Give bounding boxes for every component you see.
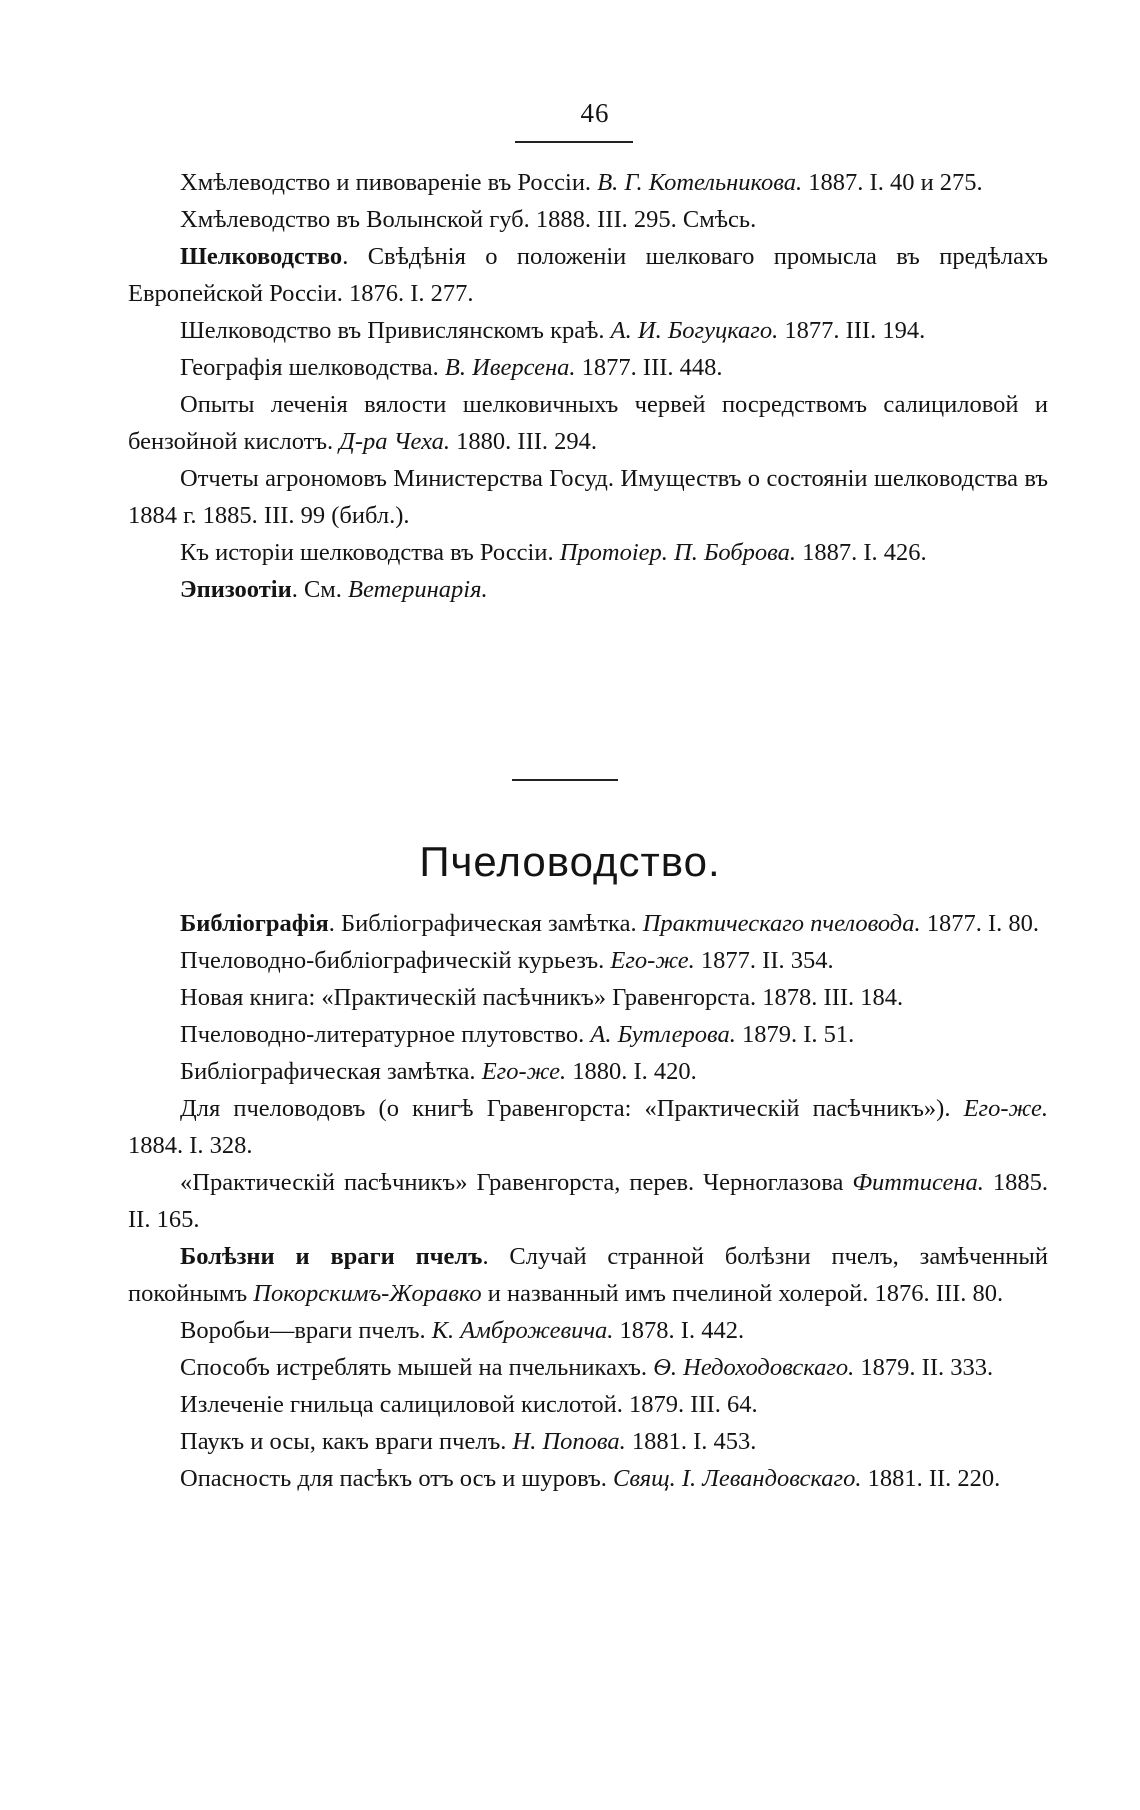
bibliography-entry bbox=[128, 905, 1048, 942]
bibliography-entry bbox=[128, 386, 1048, 460]
entry-text: Хмѣлеводство и пивовареніе въ Россіи. bbox=[180, 169, 598, 196]
entry-author: В. Г. Котельникова. bbox=[597, 169, 803, 196]
entry-text: 1884. I. 328. bbox=[128, 1132, 253, 1159]
bibliography-entry bbox=[128, 1164, 1048, 1238]
entry-text: . Случай странной болѣзни пчелъ, замѣченный покойнымъ bbox=[128, 1243, 1048, 1307]
entry-text: 1877. III. 194. bbox=[778, 317, 926, 344]
entry-text: Отчеты агрономовъ Министерства Госуд. Имуществъ о состояніи шелководства въ 1884 г. 1885. III. 99 (библ.). bbox=[128, 465, 1048, 529]
entry-author: В. Иверсена. bbox=[444, 354, 576, 381]
entry-author: Ѳ. Недоходовскаго. bbox=[653, 1354, 855, 1381]
entry-text: . См. bbox=[291, 576, 349, 603]
bibliography-entry bbox=[128, 201, 1048, 238]
bibliography-entry bbox=[128, 1460, 1048, 1497]
entry-author: Его-же. bbox=[481, 1058, 567, 1085]
entry-text: Для пчеловодовъ (о книгѣ Гравенгорста: «Практическій пасѣчникъ»). bbox=[180, 1095, 964, 1122]
entry-author: А. И. Богуцкаго. bbox=[610, 317, 779, 344]
entries-bottom bbox=[128, 905, 1048, 1497]
entry-text: и названный имъ пчелиной холерой. 1876. III. 80. bbox=[481, 1280, 1004, 1307]
entry-text: Пчеловодно-библіографическій курьезъ. bbox=[180, 947, 611, 974]
entry-author: Свящ. I. Левандовскаго. bbox=[613, 1465, 862, 1492]
section-divider bbox=[512, 779, 618, 781]
bibliography-entry bbox=[128, 534, 1048, 571]
entry-text: «Практическій пасѣчникъ» Гравенгорста, перев. Черноглазова bbox=[180, 1169, 853, 1196]
entry-author: Д-ра Чеха. bbox=[339, 428, 451, 455]
entry-text: 1881. I. 453. bbox=[625, 1428, 757, 1455]
entry-author: Ветеринарія. bbox=[348, 576, 488, 603]
bibliography-entry bbox=[128, 460, 1048, 534]
entry-text: . Библіографическая замѣтка. bbox=[328, 910, 643, 937]
bibliography-entry bbox=[128, 1016, 1048, 1053]
bibliography-entry bbox=[128, 942, 1048, 979]
bibliography-entry bbox=[128, 1386, 1048, 1423]
entry-author: Его-же. bbox=[610, 947, 695, 974]
entry-text: Способъ истреблять мышей на пчельникахъ. bbox=[180, 1354, 654, 1381]
entry-text: . Свѣдѣнія о положеніи шелковаго промысла въ предѣлахъ Европейской Россіи. 1876. I. 277. bbox=[128, 243, 1048, 307]
bibliography-entry bbox=[128, 1312, 1048, 1349]
entry-author: Практическаго пчеловода. bbox=[642, 910, 921, 937]
entry-heading: Болѣзни и враги пчелъ bbox=[180, 1243, 483, 1270]
entry-text: 1879. II. 333. bbox=[854, 1354, 994, 1381]
entries-top bbox=[128, 164, 1048, 608]
entry-text: Пчеловодно-литературное плутовство. bbox=[180, 1021, 591, 1048]
bibliography-entry bbox=[128, 1090, 1048, 1164]
entry-text: Шелководство въ Привислянскомъ краѣ. bbox=[180, 317, 611, 344]
entry-text: Паукъ и осы, какъ враги пчелъ. bbox=[180, 1428, 513, 1455]
entry-text: Библіографическая замѣтка. bbox=[180, 1058, 482, 1085]
bibliography-entry bbox=[128, 1423, 1048, 1460]
entry-text: Къ исторіи шелководства въ Россіи. bbox=[180, 539, 560, 566]
bibliography-entry bbox=[128, 238, 1048, 312]
entry-text: Излеченіе гнильца салициловой кислотой. 1879. III. 64. bbox=[180, 1391, 758, 1418]
entry-text: 1877. II. 354. bbox=[694, 947, 834, 974]
page-number: 46 bbox=[580, 98, 610, 128]
entry-author: Покорскимъ-Жоравко bbox=[253, 1280, 482, 1307]
entry-author: Протоіер. П. Боброва. bbox=[559, 539, 797, 566]
entry-author: К. Амброжевича. bbox=[431, 1317, 614, 1344]
bibliography-entry bbox=[128, 571, 1048, 608]
entry-text: Географія шелководства. bbox=[180, 354, 445, 381]
entry-heading: Библіографія bbox=[180, 910, 329, 937]
entry-text: Опасность для пасѣкъ отъ осъ и шуровъ. bbox=[180, 1465, 614, 1492]
entry-text: 1887. I. 426. bbox=[796, 539, 927, 566]
section-title: Пчеловодство. bbox=[419, 838, 721, 885]
entry-text: 1880. I. 420. bbox=[566, 1058, 697, 1085]
bibliography-entry bbox=[128, 312, 1048, 349]
bibliography-entry bbox=[128, 1053, 1048, 1090]
entry-author: Фиттисена. bbox=[852, 1169, 984, 1196]
entry-text: Новая книга: «Практическій пасѣчникъ» Гравенгорста. 1878. III. 184. bbox=[180, 984, 904, 1011]
header-rule bbox=[515, 141, 633, 143]
entry-text: 1885. II. 165. bbox=[128, 1169, 1049, 1233]
entry-text: 1887. I. 40 и 275. bbox=[802, 169, 983, 196]
entry-heading: Эпизоотіи bbox=[180, 576, 292, 603]
bibliography-entry bbox=[128, 979, 1048, 1016]
bibliography-entry bbox=[128, 164, 1048, 201]
entry-text: 1877. III. 448. bbox=[575, 354, 723, 381]
entry-author: А. Бутлерова. bbox=[590, 1021, 736, 1048]
bibliography-entry bbox=[128, 1349, 1048, 1386]
bibliography-entry bbox=[128, 349, 1048, 386]
entry-text: 1878. I. 442. bbox=[613, 1317, 745, 1344]
entry-text: 1877. I. 80. bbox=[920, 910, 1040, 937]
bibliography-entry bbox=[128, 1238, 1048, 1312]
entry-text: 1881. II. 220. bbox=[861, 1465, 1001, 1492]
entry-text: Опыты леченія вялости шелковичныхъ червей посредствомъ салициловой и бензойной кислотъ. bbox=[128, 391, 1048, 455]
entry-text: 1879. I. 51. bbox=[735, 1021, 855, 1048]
entry-heading: Шелководство bbox=[180, 243, 343, 270]
entry-author: Его-же. bbox=[963, 1095, 1048, 1122]
entry-author: Н. Попова. bbox=[512, 1428, 626, 1455]
entry-text: Воробьи—враги пчелъ. bbox=[180, 1317, 432, 1344]
entry-text: 1880. III. 294. bbox=[450, 428, 598, 455]
entry-text: Хмѣлеводство въ Волынской губ. 1888. III. 295. Смѣсь. bbox=[180, 206, 757, 233]
